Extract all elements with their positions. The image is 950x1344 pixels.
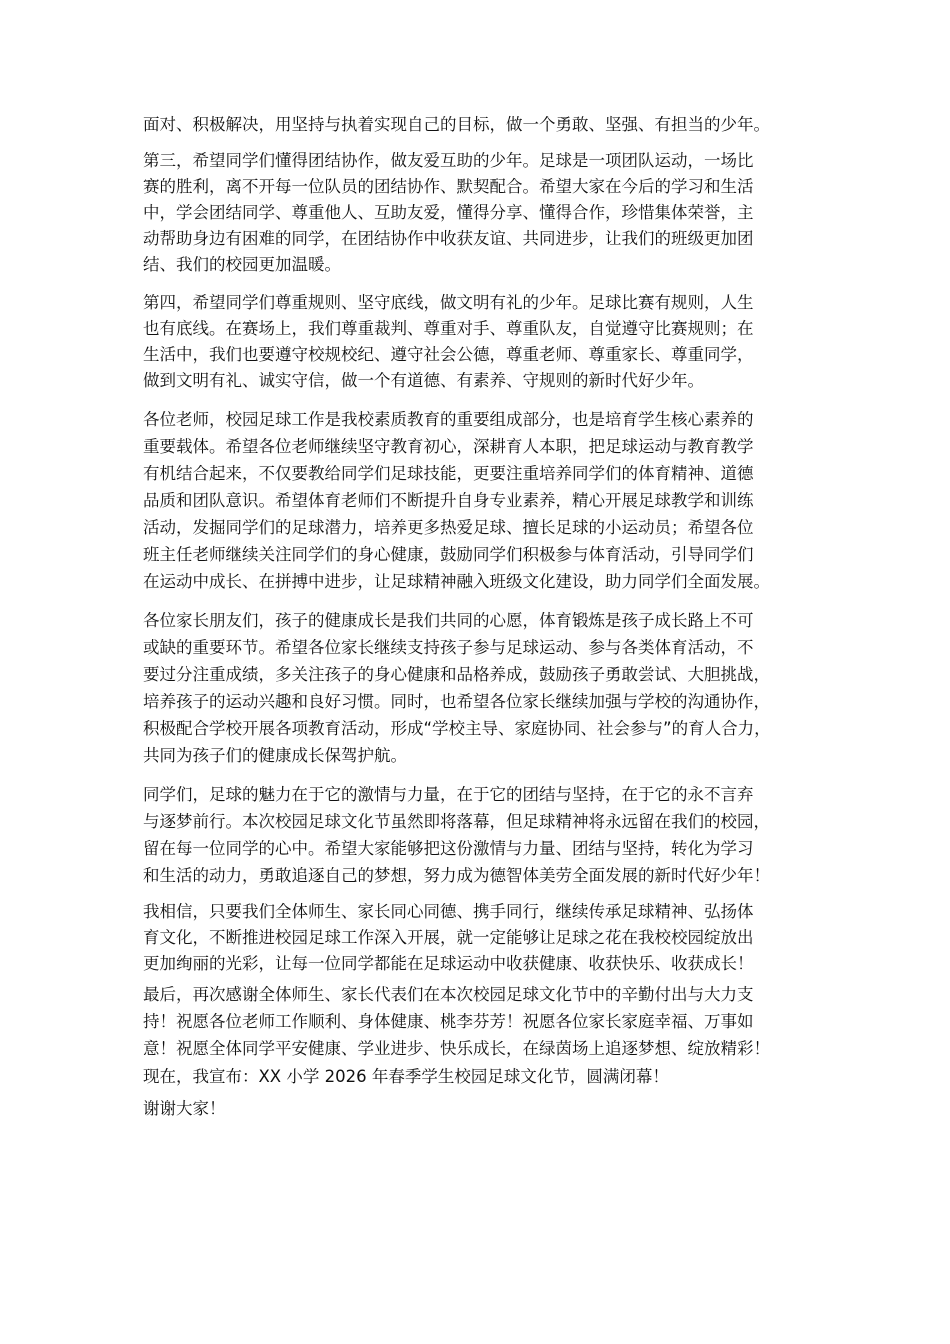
text-line: 各位老师，校园足球工作是我校素质教育的重要组成部分，也是培育学生核心素养的 (143, 410, 754, 429)
text-line: 品质和团队意识。希望体育老师们不断提升自身专业素养，精心开展足球教学和训练 (143, 491, 754, 510)
text-line: 育文化，不断推进校园足球工作深入开展，就一定能够让足球之花在我校校园绽放出 (143, 928, 754, 947)
text-line: 生活中，我们也要遵守校规校纪、遵守社会公德，尊重老师、尊重家长、尊重同学， (143, 345, 754, 364)
text-line: 各位家长朋友们，孩子的健康成长是我们共同的心愿，体育锻炼是孩子成长路上不可 (143, 611, 754, 630)
text-line: 我相信，只要我们全体师生、家长同心同德、携手同行，继续传承足球精神、弘扬体 (143, 902, 754, 921)
paragraph-1 (143, 112, 823, 138)
paragraph-10 (143, 1096, 823, 1122)
paragraph-7 (143, 899, 823, 977)
text-line: 积极配合学校开展各项教育活动，形成“学校主导、家庭协同、社会参与”的育人合力， (143, 719, 771, 738)
text-line: 中，学会团结同学、尊重他人、互助友爱，懂得分享、懂得合作，珍惜集体荣誉，主 (143, 203, 754, 222)
text-line: 留在每一位同学的心中。希望大家能够把这份激情与力量、团结与坚持，转化为学习 (143, 839, 754, 858)
text-line: 活动，发掘同学们的足球潜力，培养更多热爱足球、擅长足球的小运动员；希望各位 (143, 518, 754, 537)
paragraph-6 (143, 781, 823, 889)
text-line: 最后，再次感谢全体师生、家长代表们在本次校园足球文化节中的辛勤付出与大力支 (143, 985, 754, 1004)
text-line: 意！祝愿全体同学平安健康、学业进步、快乐成长，在绿茵场上追逐梦想、绽放精彩！ (143, 1039, 770, 1058)
text-line: 结、我们的校园更加温暖。 (143, 255, 341, 274)
text-line: 持！祝愿各位老师工作顺利、身体健康、桃李芬芳！祝愿各位家长家庭幸福、万事如 (143, 1012, 754, 1031)
text-line: 面对、积极解决，用坚持与执着实现自己的目标，做一个勇敢、坚强、有担当的少年。 (143, 115, 770, 134)
paragraph-9 (143, 1064, 823, 1090)
text-line: 现在，我宣布：XX 小学 2026 年春季学生校园足球文化节，圆满闭幕！ (143, 1067, 669, 1086)
text-line: 和生活的动力，勇敢追逐自己的梦想，努力成为德智体美劳全面发展的新时代好少年！ (143, 866, 770, 885)
text-line: 谢谢大家！ (143, 1099, 226, 1118)
text-line: 在运动中成长、在拼搏中进步，让足球精神融入班级文化建设，助力同学们全面发展。 (143, 572, 770, 591)
document-page (143, 112, 823, 1122)
text-line: 重要载体。希望各位老师继续坚守教育初心，深耕育人本职，把足球运动与教育教学 (143, 437, 754, 456)
text-line: 共同为孩子们的健康成长保驾护航。 (143, 746, 407, 765)
text-line: 赛的胜利，离不开每一位队员的团结协作、默契配合。希望大家在今后的学习和生活 (143, 177, 754, 196)
text-line: 培养孩子的运动兴趣和良好习惯。同时，也希望各位家长继续加强与学校的沟通协作， (143, 692, 770, 711)
paragraph-5 (143, 607, 823, 769)
text-line: 有机结合起来，不仅要教给同学们足球技能，更要注重培养同学们的体育精神、道德 (143, 464, 754, 483)
text-line: 与逐梦前行。本次校园足球文化节虽然即将落幕，但足球精神将永远留在我们的校园， (143, 812, 770, 831)
text-line: 也有底线。在赛场上，我们尊重裁判、尊重对手、尊重队友，自觉遵守比赛规则；在 (143, 319, 754, 338)
text-line: 更加绚丽的光彩，让每一位同学都能在足球运动中收获健康、收获快乐、收获成长！ (143, 954, 754, 973)
text-line: 要过分注重成绩，多关注孩子的身心健康和品格养成，鼓励孩子勇敢尝试、大胆挑战， (143, 665, 770, 684)
text-line: 或缺的重要环节。希望各位家长继续支持孩子参与足球运动、参与各类体育活动，不 (143, 638, 754, 657)
text-line: 做到文明有礼、诚实守信，做一个有道德、有素养、守规则的新时代好少年。 (143, 371, 704, 390)
text-line: 第三，希望同学们懂得团结协作，做友爱互助的少年。足球是一项团队运动，一场比 (143, 151, 754, 170)
paragraph-2 (143, 148, 823, 278)
paragraph-3 (143, 290, 823, 394)
text-line: 班主任老师继续关注同学们的身心健康，鼓励同学们积极参与体育活动，引导同学们 (143, 545, 754, 564)
paragraph-4 (143, 406, 823, 595)
text-line: 同学们，足球的魅力在于它的激情与力量，在于它的团结与坚持，在于它的永不言弃 (143, 785, 754, 804)
paragraph-8 (143, 981, 823, 1062)
text-line: 动帮助身边有困难的同学，在团结协作中收获友谊、共同进步，让我们的班级更加团 (143, 229, 754, 248)
text-line: 第四，希望同学们尊重规则、坚守底线，做文明有礼的少年。足球比赛有规则，人生 (143, 293, 754, 312)
